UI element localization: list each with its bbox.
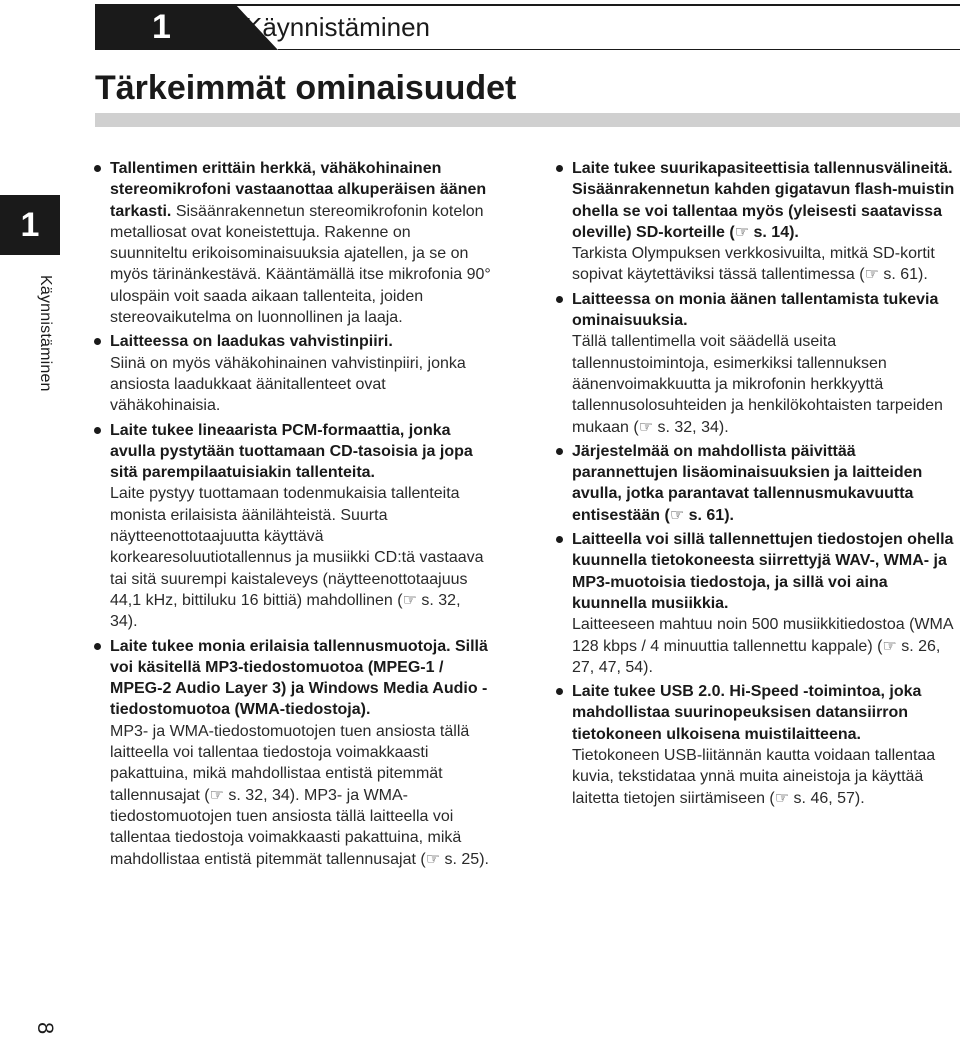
- title-underline-bar: [95, 113, 960, 127]
- page-title: Tärkeimmät ominaisuudet: [95, 69, 517, 107]
- feature-heading: Laitteessa on monia äänen tallentamista tukevia ominaisuuksia.: [572, 290, 939, 330]
- bullet-icon: [94, 427, 101, 434]
- feature-heading: Laitteessa on laadukas vahvistinpiiri.: [110, 333, 393, 351]
- side-chapter-tab: 1: [0, 195, 60, 255]
- page-number: 8: [33, 1022, 58, 1035]
- bullet-icon: [94, 643, 101, 650]
- feature-heading: Laite tukee suurikapasiteettisia tallennusvälineitä. Sisäänrakennetun kahden gigatavun flash-muistin ohella se voi tallentaa myös (yleisesti saatavissa oleville) SD-korteille (☞ s. 14).: [572, 160, 955, 241]
- feature-heading: Järjestelmää on mahdollista päivittää parannettujen lisäominaisuuksien ja laitteiden avulla, jotka parantavat tallennusmukavuutta entisestään (☞ s. 61).: [572, 442, 923, 524]
- feature-body: Sisäänrakennetun stereomikrofonin kotelon metalliosat ovat koneistettuja. Rakenne on suunniteltu erikoisominaisuuksia ajatellen, ja se on myös tärinänkestävä. Kääntämällä itse mikrofonia 90° ulospäin voit saada aikaan tallenteita, joiden stereovaikutelma on luonnollinen ja laaja.: [110, 202, 491, 327]
- feature-item: [92, 158, 492, 328]
- bullet-icon: [556, 296, 563, 303]
- chapter-number: 1: [152, 8, 171, 46]
- left-column: [92, 158, 492, 873]
- feature-item: [554, 158, 960, 286]
- feature-body: MP3- ja WMA-tiedostomuotojen tuen ansiosta tällä laitteella voi tallentaa tiedostoja voimakkaasti pakattuina, mikä mahdollistaa entistä pitemmät tallennusajat (☞ s. 32, 34). MP3- ja WMA-tiedostomuotojen tuen ansiosta tällä laitteella voi tallentaa tiedostoja voimakkaasti pakattuina, mikä mahdollistaa entistä pitemmät tallennusajat (☞ s. 25).: [110, 722, 489, 868]
- bullet-icon: [556, 536, 563, 543]
- feature-body: Laitteeseen mahtuu noin 500 musiikkitiedostoa (WMA 128 kbps / 4 minuuttia tallennettu kappale) (☞ s. 26, 27, 47, 54).: [572, 616, 953, 676]
- feature-heading: Laite tukee USB 2.0. Hi-Speed -toimintoa, joka mahdollistaa suurinopeuksisen datansiirron tietokoneen ulkoisena muistilaitteena.: [572, 683, 922, 743]
- bullet-icon: [94, 338, 101, 345]
- feature-item: [92, 331, 492, 416]
- feature-item: [554, 289, 960, 438]
- chapter-title: Käynnistäminen: [245, 12, 430, 42]
- feature-body: Siinä on myös vähäkohinainen vahvistinpiiri, jonka ansiosta laadukkaat äänitallenteet ovat vähäkohinaisia.: [110, 354, 466, 415]
- feature-item: [92, 636, 492, 870]
- feature-heading: Laite tukee monia erilaisia tallennusmuotoja. Sillä voi käsitellä MP3-tiedostomuotoa (MPEG-1 / MPEG-2 Audio Layer 3) ja Windows Media Audio -tiedostomuotoa (WMA-tiedostoja).: [110, 637, 488, 719]
- feature-body: Tarkista Olympuksen verkkosivuilta, mitkä SD-kortit sopivat käytettäviksi tässä tallentimessa (☞ s. 61).: [572, 245, 935, 284]
- feature-item: [554, 441, 960, 526]
- bullet-icon: [556, 688, 563, 695]
- feature-body: Tietokoneen USB-liitännän kautta voidaan tallentaa kuvia, tekstidataa ynnä muita aineistoja ja käyttää laitetta tietojen siirtämiseen (☞ s. 46, 57).: [572, 747, 936, 807]
- feature-heading: Laite tukee lineaarista PCM-formaattia, jonka avulla pystytään tuottamaan CD-tasoisia ja jopa sitä parempilaatuisiakin tallenteita.: [110, 421, 473, 482]
- bullet-icon: [94, 165, 101, 172]
- feature-body: Laite pystyy tuottamaan todenmukaisia tallenteita monista erilaisista äänilähteistä. Suurta näytteenottotaajuutta käyttävä korkearesoluutiotallennus ja musiikki CD:tä vastaava tai sitä suurempi kaistaleveys (näytteenottotaajuus 44,1 kHz, bittiluku 16 bittiä) mahdollinen (☞ s. 32, 34).: [110, 485, 484, 631]
- bullet-icon: [556, 448, 563, 455]
- header-top-rule: [235, 4, 960, 6]
- feature-heading: Laitteella voi sillä tallennettujen tiedostojen ohella kuunnella tietokoneesta siirrettyjä WAV-, WMA- ja MP3-muotoisia tiedostoja, ja sillä voi aina kuunnella musiikkia.: [572, 531, 954, 612]
- feature-item: [554, 681, 960, 809]
- header-bottom-rule: [278, 49, 960, 50]
- feature-item: [554, 529, 960, 678]
- feature-body: Tällä tallentimella voit säädellä useita tallennustoimintoja, esimerkiksi tallennuksen äänenvoimakkuutta ja mikrofonin herkkyyttä tallennusolosuhteiden ja henkilökohtaisten tarpeiden mukaan (☞ s. 32, 34).: [572, 333, 943, 436]
- bullet-icon: [556, 165, 563, 172]
- chapter-header: [95, 4, 960, 50]
- right-column: [554, 158, 960, 812]
- feature-item: [92, 420, 492, 633]
- feature-heading: Tallentimen erittäin herkkä, vähäkohinainen stereomikrofoni vastaanottaa alkuperäisen äänen tarkasti.: [110, 160, 487, 220]
- side-chapter-label: Käynnistäminen: [37, 275, 54, 392]
